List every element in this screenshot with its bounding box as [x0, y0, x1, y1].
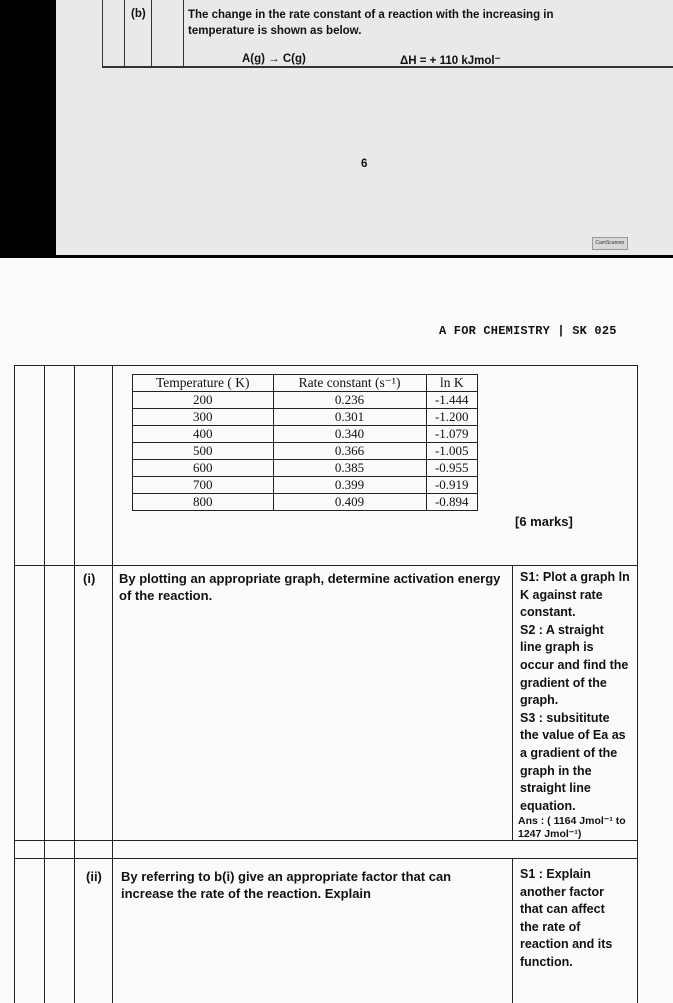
column-header: Temperature ( K) — [133, 375, 274, 392]
scheme-line: straight line — [520, 781, 591, 796]
table-cell: 200 — [133, 392, 274, 409]
scheme-line: the value of Ea as — [520, 728, 626, 743]
table-column-line — [74, 365, 75, 1003]
scanner-watermark: CamScanner — [592, 237, 628, 250]
marks-allocation: [6 marks] — [515, 514, 573, 529]
part-label: (b) — [131, 8, 146, 20]
part-ii-question-line: By referring to b(i) give an appropriate factor that can — [121, 869, 452, 884]
column-header: Rate constant (s⁻¹) — [273, 375, 426, 392]
scheme-line: another factor — [520, 884, 605, 899]
table-row — [133, 494, 478, 511]
table-column-line — [112, 365, 113, 1003]
table-cell: -0.919 — [426, 477, 477, 494]
table-row — [133, 443, 478, 460]
table-top-border — [14, 365, 638, 366]
scheme-line: a gradient of the — [520, 746, 618, 760]
page-header: A FOR CHEMISTRY | SK 025 — [439, 324, 617, 338]
scheme-column-line — [512, 858, 513, 1003]
table-border — [124, 0, 125, 66]
enthalpy-change: ΔH = + 110 kJmol⁻ — [400, 55, 501, 67]
scheme-column-line — [512, 565, 513, 840]
table-border — [102, 0, 103, 66]
row-divider — [14, 565, 638, 566]
reaction-equation: A(g) → C(g) — [242, 53, 306, 65]
table-cell: 0.301 — [273, 409, 426, 426]
scheme-line: S1: Plot a graph ln — [520, 570, 630, 584]
table-cell: 600 — [133, 460, 274, 477]
table-cell: -1.005 — [426, 443, 477, 460]
table-cell: -1.079 — [426, 426, 477, 443]
table-row — [133, 426, 478, 443]
table-border — [151, 0, 152, 66]
scheme-line: occur and find the — [520, 658, 629, 672]
table-cell: 0.409 — [273, 494, 426, 511]
table-cell: -0.955 — [426, 460, 477, 477]
scheme-line: that can affect — [520, 902, 605, 917]
current-page — [0, 258, 673, 1003]
table-row — [133, 409, 478, 426]
table-cell: 0.385 — [273, 460, 426, 477]
scheme-line: line graph is — [520, 640, 594, 655]
scheme-line: equation. — [520, 798, 576, 813]
scheme-line: the rate of — [520, 919, 581, 934]
part-i-label: (i) — [83, 571, 96, 586]
scheme-line: function. — [520, 955, 573, 969]
scheme-line: reaction and its — [520, 937, 613, 952]
part-ii-question-line: increase the rate of the reaction. Explain — [121, 886, 371, 901]
table-cell: 0.340 — [273, 426, 426, 443]
table-row — [133, 392, 478, 409]
scheme-line: K against rate — [520, 587, 603, 602]
table-cell: 700 — [133, 477, 274, 494]
answer-range-line: 1247 Jmol⁻¹) — [518, 828, 582, 840]
page-number: 6 — [361, 158, 368, 170]
table-cell: 300 — [133, 409, 274, 426]
scheme-line: graph in the — [520, 763, 592, 778]
table-column-line — [44, 365, 45, 1003]
table-left-border — [14, 365, 15, 1003]
table-cell: 500 — [133, 443, 274, 460]
answer-range-line: Ans : ( 1164 Jmol⁻¹ to — [518, 815, 626, 827]
scheme-line: S2 : A straight — [520, 622, 604, 637]
table-cell: -1.200 — [426, 409, 477, 426]
scheme-line: S3 : subsititute — [520, 710, 610, 725]
rate-constant-table — [132, 374, 478, 511]
scheme-line: constant. — [520, 605, 576, 620]
scheme-line: graph. — [520, 693, 559, 708]
table-right-border — [637, 365, 638, 1003]
table-cell: -1.444 — [426, 392, 477, 409]
table-cell: 800 — [133, 494, 274, 511]
part-i-question-line: of the reaction. — [119, 588, 213, 603]
scheme-line: gradient of the — [520, 675, 607, 690]
table-border — [183, 0, 184, 66]
part-i-question-line: By plotting an appropriate graph, determine activation energy — [119, 571, 501, 586]
table-row — [133, 477, 478, 494]
table-cell: 0.399 — [273, 477, 426, 494]
table-cell: 400 — [133, 426, 274, 443]
part-ii-label: (ii) — [86, 869, 102, 884]
column-header: ln K — [426, 375, 477, 392]
table-cell: -0.894 — [426, 494, 477, 511]
table-bottom-border — [102, 66, 673, 68]
previous-page-scan — [56, 0, 673, 255]
question-text: The change in the rate constant of a reaction with the increasing in temperature is shown as below. — [188, 9, 554, 37]
table-cell: 0.366 — [273, 443, 426, 460]
table-cell: 0.236 — [273, 392, 426, 409]
scheme-line: S1 : Explain — [520, 867, 591, 881]
table-row — [133, 460, 478, 477]
row-divider — [14, 858, 638, 859]
